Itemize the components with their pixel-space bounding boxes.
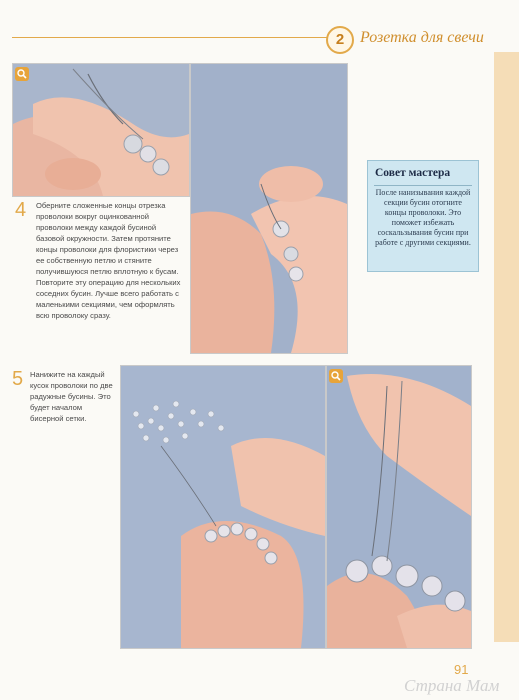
photo-step5-closeup [326,365,472,649]
magnifier-icon [329,369,343,383]
section-number-badge: 2 [326,26,354,54]
magnifier-icon [15,67,29,81]
step-4-text: Оберните сложенные концы отрезка проволоки вокруг оцинкованной проволоки между каждой бусиной базовой окружности. Затем протяните концы проволоки для флористики через ее собственную петлю и стяните получившуюся петлю вплотную к бусам. Повторите эту операцию для нескольких соседних бусин. Лучше всего работать с маленькими секциями, чем оформлять всю проволоку сразу. [36,201,181,320]
section-title: Розетка для свечи [360,29,484,46]
photo-step5-hands [120,365,326,649]
tip-box [367,160,479,272]
photo-step4-closeup [12,63,190,197]
step-4-number: 4 [15,199,27,221]
tip-divider [374,185,472,186]
side-color-bar [494,52,519,642]
step-5-text: Нанижите на каждый кусок проволоки по две радужные бусины. Это будет началом бисерной сетки. [30,370,113,423]
tip-text: После нанизывания каждой секции бусин отогните концы проволоки. Это поможет избежать соскальзывания бусин при работе с другими секциями. [375,188,471,247]
page-number: 91 [454,662,469,677]
tip-title: Совет мастера [375,167,451,179]
step-5-number: 5 [12,368,24,390]
site-watermark: Страна Мам [404,676,500,695]
header-rule [12,37,328,38]
photo-step4-hands [190,63,348,354]
